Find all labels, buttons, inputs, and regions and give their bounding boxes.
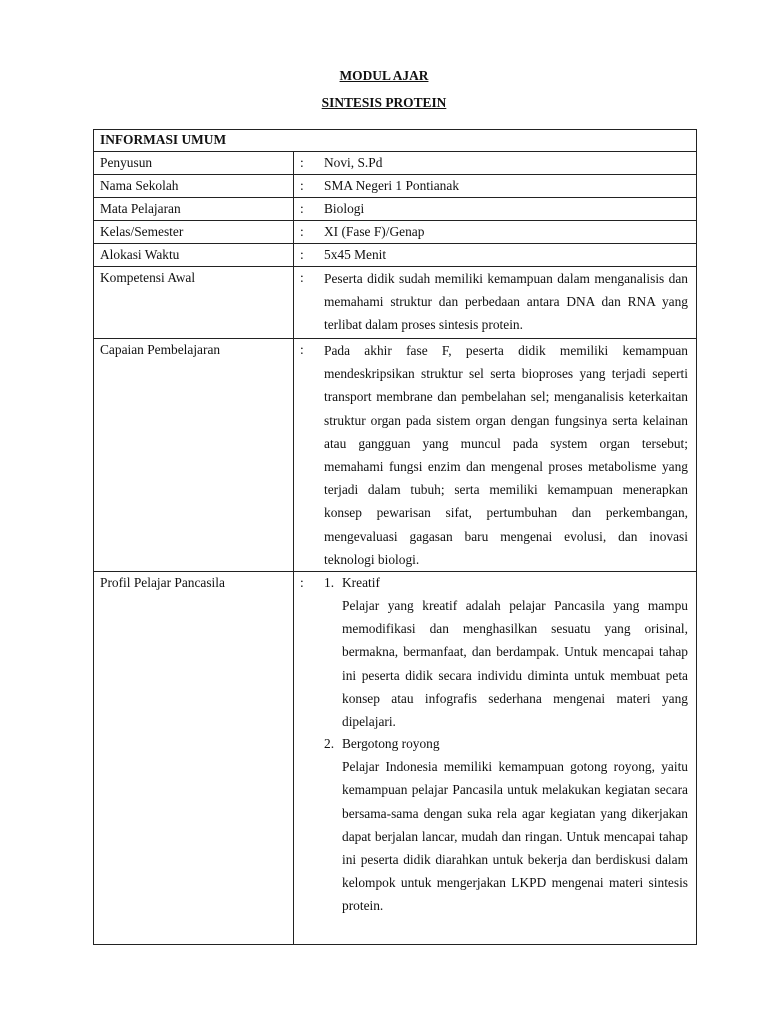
section-header: INFORMASI UMUM xyxy=(94,130,697,152)
row-label-kompetensi-awal: Kompetensi Awal xyxy=(94,267,294,339)
row-value-nama-sekolah: SMA Negeri 1 Pontianak xyxy=(324,178,460,193)
separator: : xyxy=(300,178,304,193)
row-label-alokasi-waktu: Alokasi Waktu xyxy=(94,244,294,267)
profil-item-heading xyxy=(324,733,688,755)
separator: : xyxy=(300,247,304,262)
row-label-capaian-pembelajaran: Capaian Pembelajaran xyxy=(94,339,294,572)
row-label-penyusun: Penyusun xyxy=(94,152,294,175)
row-label-profil-pelajar: Profil Pelajar Pancasila xyxy=(94,572,294,945)
profil-item-number: 1. xyxy=(324,575,335,591)
row-label-nama-sekolah: Nama Sekolah xyxy=(94,175,294,198)
document-subtitle: SINTESIS PROTEIN xyxy=(321,95,447,110)
info-table xyxy=(93,129,697,945)
separator: : xyxy=(300,201,304,216)
row-value-capaian-pembelajaran: Pada akhir fase F, peserta didik memiliki kemampuan mendeskripsikan struktur sel serta bioproses yang terjadi seperti transport membrane dan pembelahan sel; menganalisis keterkaitan struktur organ pada sistem organ dengan fungsinya serta kelainan atau gangguan yang muncul pada system organ tersebut; memahami fungsi enzim dan mengenal proses metabolisme yang terjadi dalam tubuh; serta memiliki kemampuan menerapkan konsep pewarisan sifat, pertumbuhan dan perkembangan, mengevaluasi gagasan baru mengenai evolusi, dan inovasi teknologi biologi. xyxy=(324,343,688,567)
row-value-penyusun: Novi, S.Pd xyxy=(324,155,383,170)
row-value-mata-pelajaran: Biologi xyxy=(324,201,365,216)
profil-item-description: Pelajar yang kreatif adalah pelajar Pancasila yang mampu memodifikasi dan menghasilkan sesuatu yang orisinal, bermakna, bermanfaat, dan berdampak. Untuk mencapai tahap ini peserta didik secara individu diminta untuk membuat peta konsep atau infografis sederhana mengenai materi yang dipelajari. xyxy=(342,598,688,730)
separator: : xyxy=(300,342,304,357)
document-title: MODUL AJAR xyxy=(339,68,429,83)
row-value-kelas-semester: XI (Fase F)/Genap xyxy=(324,224,425,239)
profil-item-number: 2. xyxy=(324,736,335,752)
separator: : xyxy=(300,270,304,285)
row-label-mata-pelajaran: Mata Pelajaran xyxy=(94,198,294,221)
separator: : xyxy=(300,155,304,170)
separator: : xyxy=(300,575,304,591)
separator: : xyxy=(300,224,304,239)
row-value-kompetensi-awal: Peserta didik sudah memiliki kemampuan dalam menganalisis dan memahami struktur dan perbedaan antara DNA dan RNA yang terlibat dalam proses sintesis protein. xyxy=(324,271,688,333)
profil-item-heading xyxy=(324,572,688,594)
profil-item-title: Bergotong royong xyxy=(342,736,440,752)
profil-item-title: Kreatif xyxy=(342,575,380,591)
profil-item-description: Pelajar Indonesia memiliki kemampuan gotong royong, yaitu kemampuan pelajar Pancasila untuk melakukan kegiatan secara bersama-sama dengan suka rela agar kegiatan yang dikerjakan dapat berjalan lancar, mudah dan ringan. Untuk mencapai tahap ini peserta didik diarahkan untuk bekerja dan berdiskusi dalam kelompok untuk mengerjakan LKPD mengenai materi sintesis protein. xyxy=(342,759,688,914)
row-value-alokasi-waktu: 5x45 Menit xyxy=(324,247,387,262)
row-label-kelas-semester: Kelas/Semester xyxy=(94,221,294,244)
